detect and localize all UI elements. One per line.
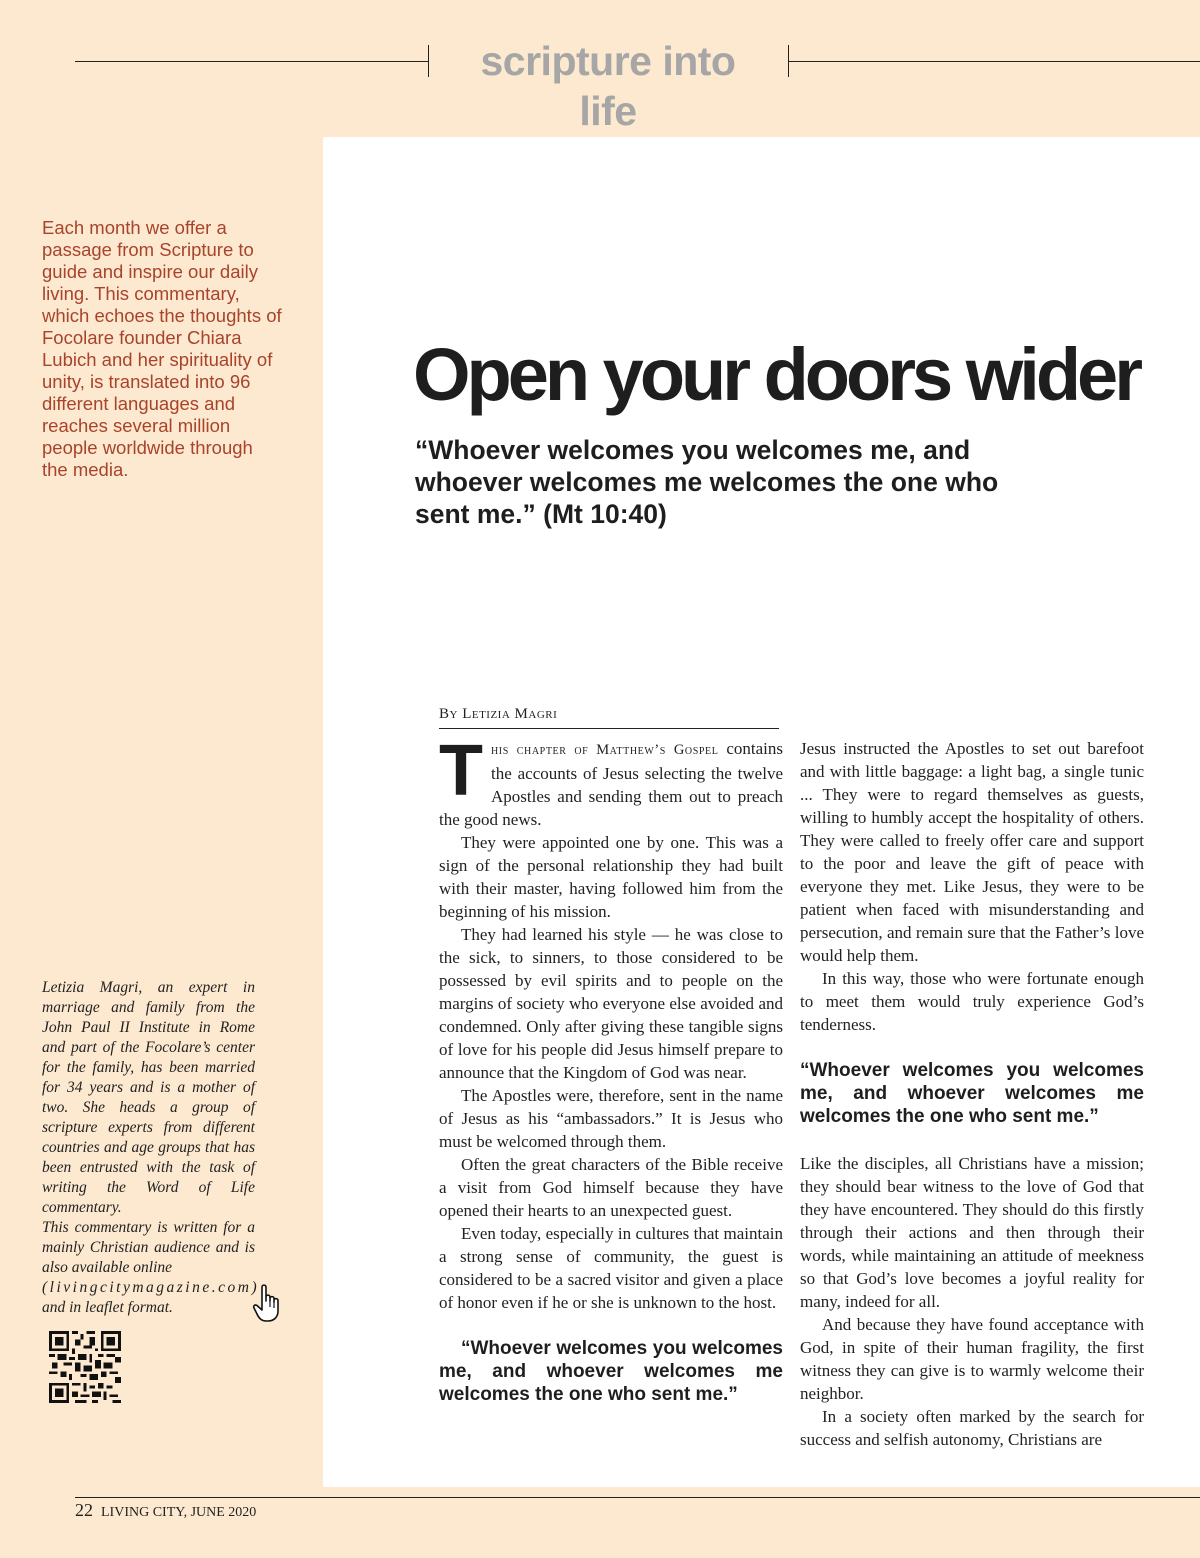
article-title: Open your doors wider [413, 333, 1139, 416]
header-rule-left [75, 61, 428, 62]
body-paragraph: They had learned his style — he was close to the sick, to sinners, to those considered to be possessed by evil spirits and to people on the margins of society who everyone else avoided and condemned. Only after giving these tangible signs of love for his people did Jesus himself prepare to announce that the Kingdom of God was near. [439, 925, 783, 1082]
website-link[interactable]: (livingcitymagazine.com) [42, 1279, 260, 1296]
body-paragraph: Often the great characters of the Bible receive a visit from God himself because they have opened their hearts to an unexpected guest. [439, 1155, 783, 1220]
lead-smallcaps: his chapter of Matthew’s Gospel [490, 742, 719, 758]
body-paragraph: In this way, those who were fortunate enough to meet them would truly experience God’s tenderness. [800, 969, 1144, 1034]
body-paragraph: Jesus instructed the Apostles to set out barefoot and with little baggage: a light bag, a single tunic ... They were to regard themselves as guests, willing to humbly accept the hospitality of others. They were called to freely offer care and support to the poor and leave the gift of peace with everyone they met. Like Jesus, they were to be patient when faced with misunderstanding and persecution, and remain sure that the Father’s love would help them. [800, 739, 1144, 965]
drop-cap: T [439, 731, 483, 811]
body-paragraph: Like the disciples, all Christians have a mission; they should bear witness to the love of God that they have encountered. They should do this firstly through their actions and then through their words, while maintaining an attitude of meekness so that God’s love becomes a joyful reality for many, indeed for all. [800, 1154, 1144, 1311]
header-rule-right [789, 61, 1200, 62]
body-paragraph: They were appointed one by one. This was a sign of the personal relationship they had built with their master, having followed him from the beginning of his mission. [439, 833, 783, 921]
page-number: 22 [75, 1500, 93, 1520]
body-paragraph: Even today, especially in cultures that maintain a strong sense of community, the guest is considered to be a sacred visitor and given a place of honor even if he or she is unknown to the host. [439, 1224, 783, 1312]
article-column-2 [800, 737, 1144, 1451]
pull-quote: “Whoever welcomes you welcomes me, and whoever welcomes me welcomes the one who sent me.” [800, 1060, 1144, 1127]
article-column-1 [439, 731, 783, 1429]
author-bio-text: Letizia Magri, an expert in marriage and family from the John Paul II Institute in Rome and part of the Focolare’s center for the family, has been married for 34 years and is a mother of two. She heads a group of scripture experts from different countries and age groups that has been entrusted with the task of writing the Word of Life commentary. [42, 979, 255, 1216]
availability-text: This commentary is written for a mainly Christian audience and is also available online [42, 1219, 255, 1276]
footer-rule [75, 1497, 1200, 1498]
leaflet-text: and in leaflet format. [42, 1299, 173, 1316]
section-title: scripture into life [480, 38, 736, 134]
author-bio [42, 978, 260, 1318]
byline: By Letizia Magri [439, 706, 558, 722]
page-footer [75, 1500, 256, 1521]
intro-text: Each month we offer a passage from Scripture to guide and inspire our daily living. This commentary, which echoes the thoughts of Focolare founder Chiara Lubich and her spirituality of unity, is translated into 96 different languages and reaches several million people worldwide through the media. [42, 217, 282, 480]
body-paragraph: And because they have found acceptance with God, in spite of their human fragility, the first witness they can give is to warmly welcome their neighbor. [800, 1315, 1144, 1403]
header-tick-left [428, 45, 429, 77]
hand-pointer-icon[interactable] [252, 1283, 284, 1323]
byline-rule [439, 728, 779, 729]
lead-text: contains the accounts of Jesus selecting the twelve Apostles and sending them out to preach the good news. [439, 739, 783, 829]
lead-paragraph [439, 731, 783, 831]
qr-code[interactable] [49, 1331, 121, 1403]
publication-info: LIVING CITY, JUNE 2020 [101, 1505, 257, 1520]
body-paragraph: The Apostles were, therefore, sent in the name of Jesus as his “ambassadors.” It is Jesus who must be welcomed through them. [439, 1086, 783, 1151]
body-paragraph: In a society often marked by the search for success and selfish autonomy, Christians are [800, 1407, 1144, 1449]
pull-quote: “Whoever welcomes you welcomes me, and whoever welcomes me welcomes the one who sent me.” [439, 1338, 783, 1405]
scripture-quote: “Whoever welcomes you welcomes me, and whoever welcomes me welcomes the one who sent me.” (Mt 10:40) [415, 435, 999, 529]
